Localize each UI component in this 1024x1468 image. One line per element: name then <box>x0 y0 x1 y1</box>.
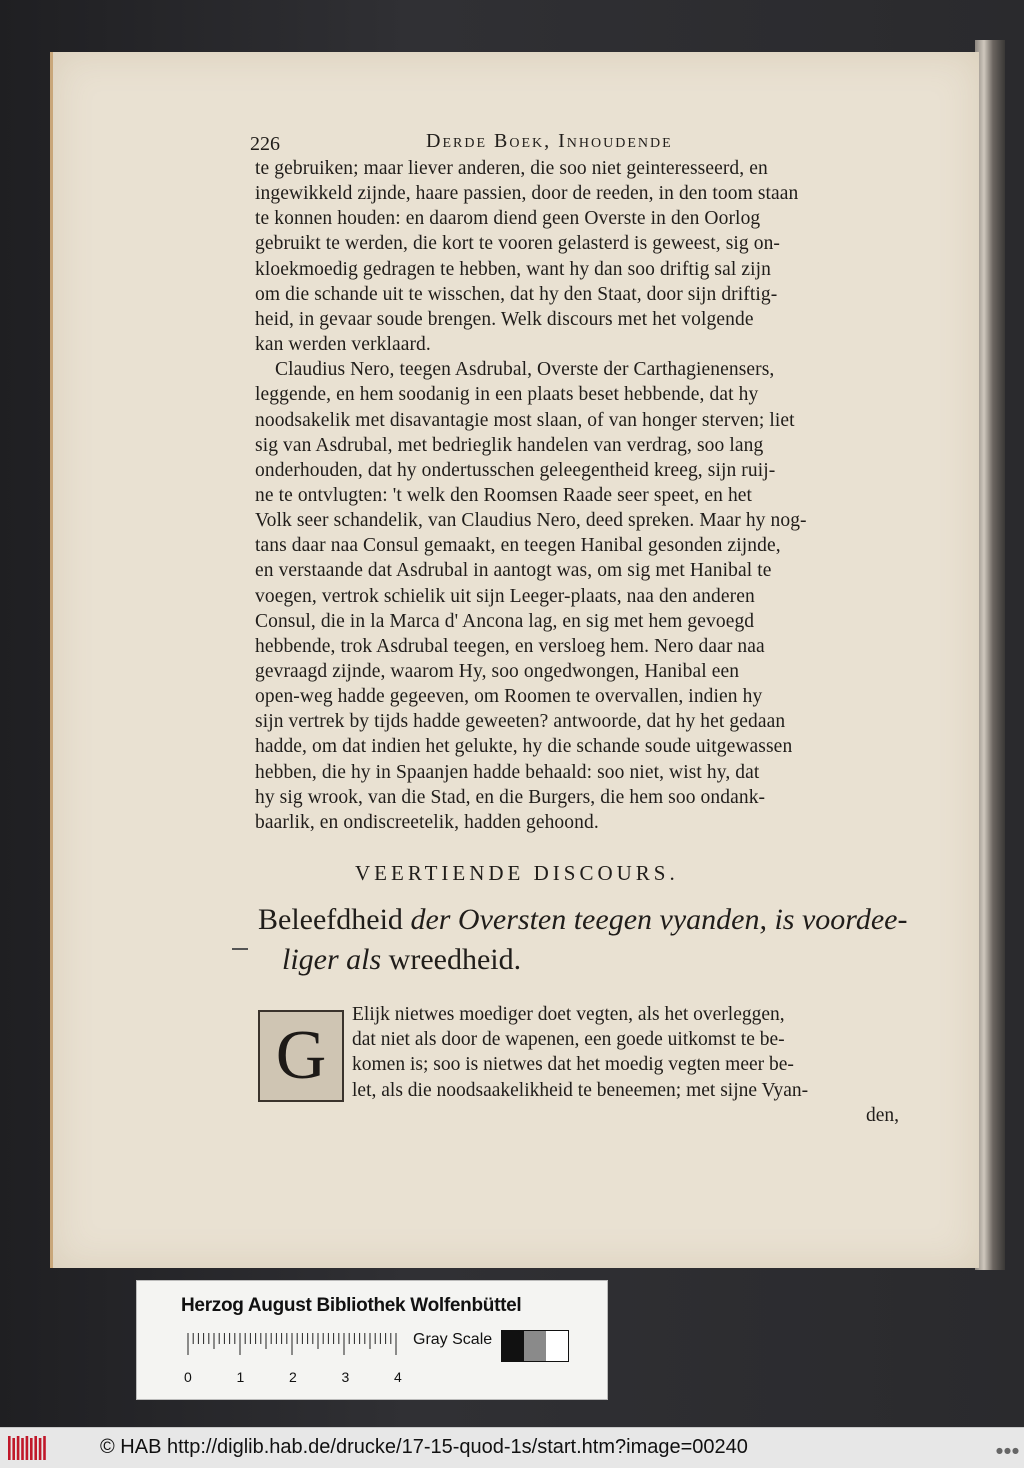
hab-logo-icon <box>6 1434 48 1462</box>
text-line: gebruikt te werden, die kort te vooren gelasterd is geweest, sig on- <box>255 233 781 255</box>
logo-bar <box>34 1436 37 1460</box>
text-line: kloekmoedig gedragen te hebben, want hy dan soo driftig sal zijn <box>255 258 771 280</box>
text-line: baarlik, en ondiscreetelik, hadden gehoond. <box>255 811 599 833</box>
logo-bar <box>17 1436 20 1460</box>
text-line: Consul, die in la Marca d' Ancona lag, en sig met hem gevoegd <box>255 610 755 632</box>
logo-bar <box>30 1438 33 1460</box>
chapter-title-italic: der Oversten teegen vyanden, is voordee- <box>410 903 908 936</box>
intro-line: komen is; soo is nietwes dat het moedig vegten meer be- <box>352 1054 794 1076</box>
gray-patch <box>524 1331 546 1361</box>
tick-label: 1 <box>236 1369 245 1385</box>
text-line: hebben, die hy in Spaanjen hadde behaald: soo niet, wist hy, dat <box>255 761 760 783</box>
intro-line: let, als die noodsaakelikheid te beneemen; met sijne Vyan- <box>352 1079 809 1101</box>
gray-patch <box>546 1331 568 1361</box>
page-edge <box>975 40 1005 1270</box>
ruler-ticks <box>187 1333 397 1355</box>
chapter-title-line-1 <box>258 903 907 937</box>
logo-bar <box>26 1436 29 1460</box>
text-line: sig van Asdrubal, met bedrieglik handelen van verdrag, soo lang <box>255 434 764 456</box>
text-line: Claudius Nero, teegen Asdrubal, Overste der Carthagienensers, <box>275 359 775 381</box>
grayscale-label: Gray Scale <box>413 1331 493 1348</box>
grayscale-swatch <box>501 1330 569 1362</box>
text-line: tans daar naa Consul gemaakt, en teegen Hanibal gesonden zijnde, <box>255 535 781 557</box>
tick-label: 2 <box>289 1369 297 1385</box>
page-number: 226 <box>250 133 280 155</box>
logo-bar <box>12 1438 15 1460</box>
more-icon[interactable]: ●●● <box>996 1446 1020 1455</box>
gray-patch <box>502 1331 524 1361</box>
logo-bar <box>8 1436 11 1460</box>
running-title: Derde Boek, Inhoudende <box>426 130 673 152</box>
margin-mark <box>232 948 248 950</box>
text-line: heid, in gevaar soude brengen. Welk discours met het volgende <box>255 308 754 330</box>
text-line: Volk seer schandelik, van Claudius Nero, deed spreken. Maar hy nog- <box>255 510 807 532</box>
color-ruler-card <box>136 1280 608 1400</box>
chapter-title-roman-2: wreedheid. <box>388 943 522 976</box>
logo-bar <box>21 1438 24 1460</box>
text-line: ne te ontvlugten: 't welk den Roomsen Raade seer speet, en het <box>255 484 753 506</box>
library-label: Herzog August Bibliothek Wolfenbüttel <box>181 1295 522 1316</box>
tick-label: 0 <box>184 1369 192 1385</box>
text-line: open-weg hadde gegeeven, om Roomen te overvallen, indien hy <box>255 686 763 708</box>
logo-bar <box>43 1436 46 1460</box>
footer-bar <box>0 1427 1024 1468</box>
discours-heading: VEERTIENDE DISCOURS. <box>355 861 679 885</box>
text-line: sijn vertrek by tijds hadde geweeten? antwoorde, dat hy het gedaan <box>255 711 786 733</box>
text-line: hebbende, trok Asdrubal teegen, en versloeg hem. Nero daar naa <box>255 635 765 657</box>
intro-line: dat niet als door de wapenen, een goede uitkomst te be- <box>352 1029 785 1051</box>
text-line: te konnen houden: en daarom diend geen Overste in den Oorlog <box>255 208 761 230</box>
text-line: hadde, om dat indien het gelukte, hy die schande soude uitgewassen <box>255 736 793 758</box>
intro-line: Elijk nietwes moediger doet vegten, als het overleggen, <box>352 1004 785 1025</box>
tick-label: 3 <box>341 1369 350 1385</box>
text-line: hy sig wrook, van die Stad, en die Burgers, die hem soo ondank- <box>255 786 766 808</box>
chapter-title-roman: Beleefdheid <box>258 903 411 936</box>
text-line: te gebruiken; maar liever anderen, die soo niet geinteresseerd, en <box>255 158 768 179</box>
catchword: den, <box>866 1105 900 1126</box>
text-line: kan werden verklaard. <box>255 334 431 356</box>
text-line: voegen, vertrok schielik uit sijn Leeger-plaats, naa den anderen <box>255 585 755 607</box>
decorated-initial <box>258 1010 344 1102</box>
logo-bar <box>39 1438 42 1460</box>
text-line: noodsakelik met disavantagie most slaan, of van honger sterven; liet <box>255 409 795 431</box>
chapter-title-line-2 <box>282 943 521 977</box>
text-line: en verstaande dat Asdrubal in aantogt was, om sig met Hanibal te <box>255 560 772 582</box>
initial-letter: G <box>275 1017 327 1094</box>
text-line: om die schande uit te wisschen, dat hy den Staat, door sijn driftig- <box>255 283 778 305</box>
footer-url[interactable]: © HAB http://diglib.hab.de/drucke/17-15-quod-1s/start.htm?image=00240 <box>100 1436 748 1458</box>
text-line: leggende, en hem soodanig in een plaats beset hebbende, dat hy <box>255 384 759 406</box>
tick-label: 4 <box>394 1369 402 1385</box>
text-line: onderhouden, dat hy ondertusschen geleegentheid kreeg, sijn ruij- <box>255 459 776 481</box>
text-line: ingewikkeld zijnde, haare passien, door de reeden, in den toom staan <box>255 183 799 205</box>
chapter-title-italic-2: liger als <box>282 943 389 976</box>
text-line: gevraagd zijnde, waarom Hy, soo ongedwongen, Hanibal een <box>255 661 740 682</box>
